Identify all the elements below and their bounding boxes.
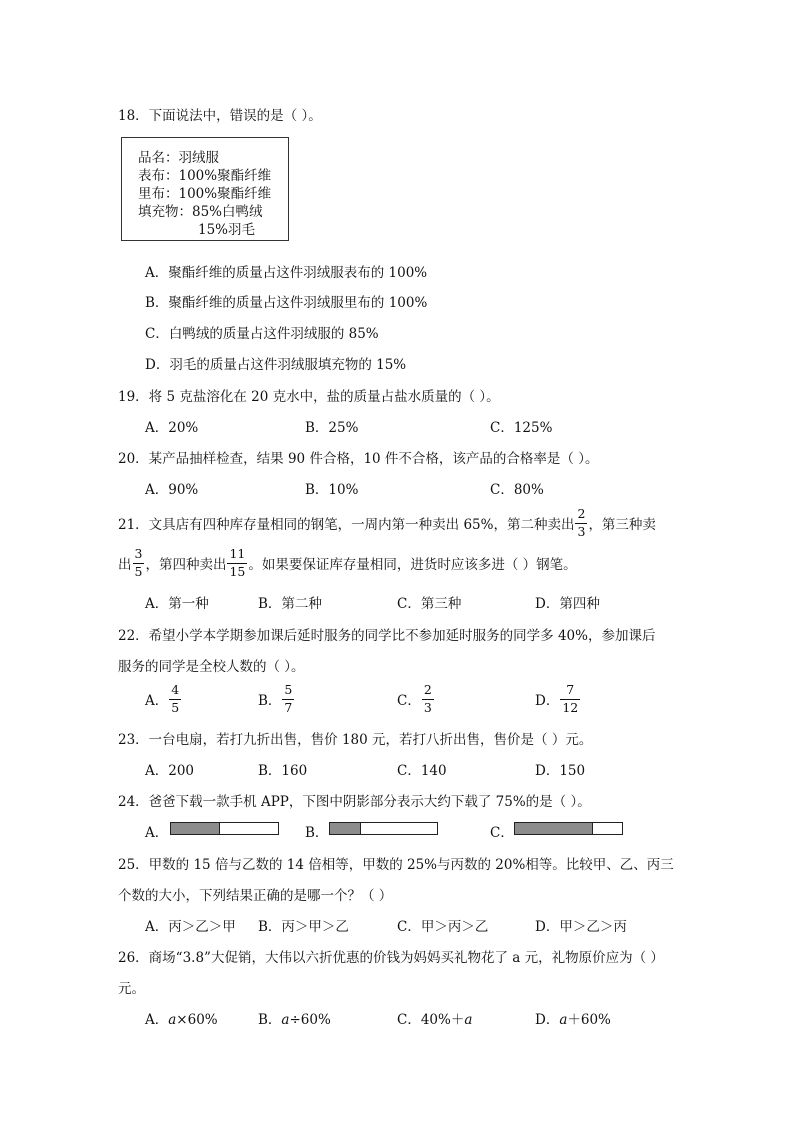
q21-line2 bbox=[118, 548, 577, 578]
q20-option-c: C．80% bbox=[490, 482, 544, 498]
q26-line1: 26．商场“3.8”大促销，大伟以六折优惠的价钱为妈妈买礼物花了 a 元，礼物原价应为（ ） bbox=[118, 950, 664, 966]
q21-option-b: B．第二种 bbox=[258, 596, 322, 612]
label-outer-fabric: 表布：100%聚酯纤维 bbox=[138, 168, 272, 184]
q18-option-d: D．羽毛的质量占这件羽绒服填充物的 15% bbox=[145, 357, 407, 373]
label-lining: 里布：100%聚酯纤维 bbox=[138, 186, 272, 202]
label-filling-feather: 15%羽毛 bbox=[198, 222, 256, 238]
q21-text-2: ，第三种卖 bbox=[588, 517, 656, 533]
q19-option-a: A．20% bbox=[145, 420, 199, 436]
fraction-denominator: 3 bbox=[423, 699, 432, 715]
q23-option-b: B．160 bbox=[258, 763, 308, 779]
option-label: D． bbox=[535, 693, 560, 709]
fraction-2-3 bbox=[422, 684, 434, 714]
q23-option-c: C．140 bbox=[397, 763, 447, 779]
q23-option-d: D．150 bbox=[535, 763, 586, 779]
q24-bar-a-fill bbox=[171, 823, 220, 834]
q24-bar-c-fill bbox=[515, 823, 593, 834]
q20-option-b: B．10% bbox=[305, 482, 359, 498]
q23-stem: 23．一台电扇，若打九折出售，售价 180 元，若打八折出售，售价是（ ）元。 bbox=[118, 732, 593, 748]
q20-option-a: A．90% bbox=[145, 482, 199, 498]
q25-option-a: A．丙＞乙＞甲 bbox=[145, 919, 236, 935]
q24-option-c: C． bbox=[490, 825, 514, 841]
q25-line2: 个数的大小，下列结果正确的是哪一个？（ ） bbox=[118, 888, 393, 904]
q21-line1 bbox=[118, 508, 656, 538]
fraction-numerator: 7 bbox=[560, 684, 580, 700]
q24-option-a: A． bbox=[145, 825, 169, 841]
q21-option-c: C．第三种 bbox=[397, 596, 462, 612]
fraction-denominator: 5 bbox=[171, 699, 180, 715]
q25-option-b: B．丙＞甲＞乙 bbox=[258, 919, 349, 935]
option-label: A． bbox=[145, 693, 169, 709]
option-label: B． bbox=[258, 693, 282, 709]
fraction-numerator: 2 bbox=[575, 508, 587, 524]
fraction-3-5 bbox=[133, 548, 145, 578]
fraction-11-15 bbox=[227, 548, 247, 578]
fraction-numerator: 2 bbox=[422, 684, 434, 700]
q22-line2: 服务的同学是全校人数的（ ）。 bbox=[118, 659, 305, 675]
q24-bar-c bbox=[514, 822, 623, 835]
q19-option-c: C．125% bbox=[490, 420, 553, 436]
q25-option-d: D．甲＞乙＞丙 bbox=[535, 919, 627, 935]
fraction-numerator: 11 bbox=[227, 548, 247, 564]
q26-line2: 元。 bbox=[118, 981, 145, 997]
q21-text-3: 出 bbox=[118, 557, 132, 573]
q21-option-a: A．第一种 bbox=[145, 596, 209, 612]
q25-line1: 25．甲数的 15 倍与乙数的 14 倍相等，甲数的 25%与丙数的 20%相等。比较甲、乙、丙三 bbox=[118, 857, 674, 873]
q21-text-1: 21．文具店有四种库存量相同的钢笔，一周内第一种卖出 65%，第二种卖出 bbox=[118, 517, 575, 533]
q26-option-a: A．𝑎×60% bbox=[145, 1012, 218, 1028]
q24-option-b: B． bbox=[305, 825, 329, 841]
fraction-denominator: 12 bbox=[562, 699, 579, 715]
fraction-4-5 bbox=[169, 684, 181, 714]
label-product-name: 品名：羽绒服 bbox=[138, 150, 219, 166]
q18-option-c: C．白鸭绒的质量占这件羽绒服的 85% bbox=[145, 326, 379, 342]
q21-text-4: ，第四种卖出 bbox=[145, 557, 227, 573]
label-filling: 填充物：85%白鸭绒 bbox=[138, 204, 263, 220]
q18-option-a: A．聚酯纤维的质量占这件羽绒服表布的 100% bbox=[145, 265, 428, 281]
q22-option-a bbox=[145, 684, 182, 714]
fraction-numerator: 4 bbox=[169, 684, 181, 700]
q19-option-b: B．25% bbox=[305, 420, 359, 436]
q21-option-d: D．第四种 bbox=[535, 596, 600, 612]
q24-bar-b-fill bbox=[330, 823, 361, 834]
q26-option-b: B．𝑎÷60% bbox=[258, 1012, 331, 1028]
fraction-2-3 bbox=[575, 508, 587, 538]
q24-stem: 24．爸爸下载一款手机 APP，下图中阴影部分表示大约下载了 75%的是（ ）。 bbox=[118, 794, 591, 810]
q23-option-a: A．200 bbox=[145, 763, 195, 779]
q18-option-b: B．聚酯纤维的质量占这件羽绒服里布的 100% bbox=[145, 295, 428, 311]
fraction-5-7 bbox=[282, 684, 294, 714]
q22-option-b bbox=[258, 684, 295, 714]
fraction-denominator: 5 bbox=[134, 563, 143, 579]
fraction-7-12 bbox=[560, 684, 580, 714]
q26-option-d: D．𝑎＋60% bbox=[535, 1012, 611, 1028]
q26-option-c: C．40%＋𝑎 bbox=[397, 1012, 473, 1028]
q24-bar-b bbox=[329, 822, 438, 835]
fraction-denominator: 15 bbox=[229, 563, 246, 579]
q20-stem: 20．某产品抽样检查，结果 90 件合格，10 件不合格，该产品的合格率是（ ）。 bbox=[118, 451, 599, 467]
q18-stem: 18．下面说法中，错误的是（ ）。 bbox=[118, 108, 322, 124]
fraction-numerator: 3 bbox=[133, 548, 145, 564]
fraction-denominator: 7 bbox=[284, 699, 293, 715]
q22-option-d bbox=[535, 684, 581, 714]
q22-option-c bbox=[397, 684, 435, 714]
garment-label-box bbox=[121, 137, 289, 241]
q24-bar-a bbox=[170, 822, 279, 835]
fraction-denominator: 3 bbox=[577, 523, 586, 539]
q19-stem: 19．将 5 克盐溶化在 20 克水中，盐的质量占盐水质量的（ ）。 bbox=[118, 389, 500, 405]
fraction-numerator: 5 bbox=[282, 684, 294, 700]
q21-text-5: 。如果要保证库存量相同，进货时应该多进（ ）钢笔。 bbox=[248, 557, 577, 573]
option-label: C． bbox=[397, 693, 421, 709]
q22-line1: 22．希望小学本学期参加课后延时服务的同学比不参加延时服务的同学多 40%，参加课后 bbox=[118, 628, 656, 644]
q25-option-c: C．甲＞丙＞乙 bbox=[397, 919, 489, 935]
